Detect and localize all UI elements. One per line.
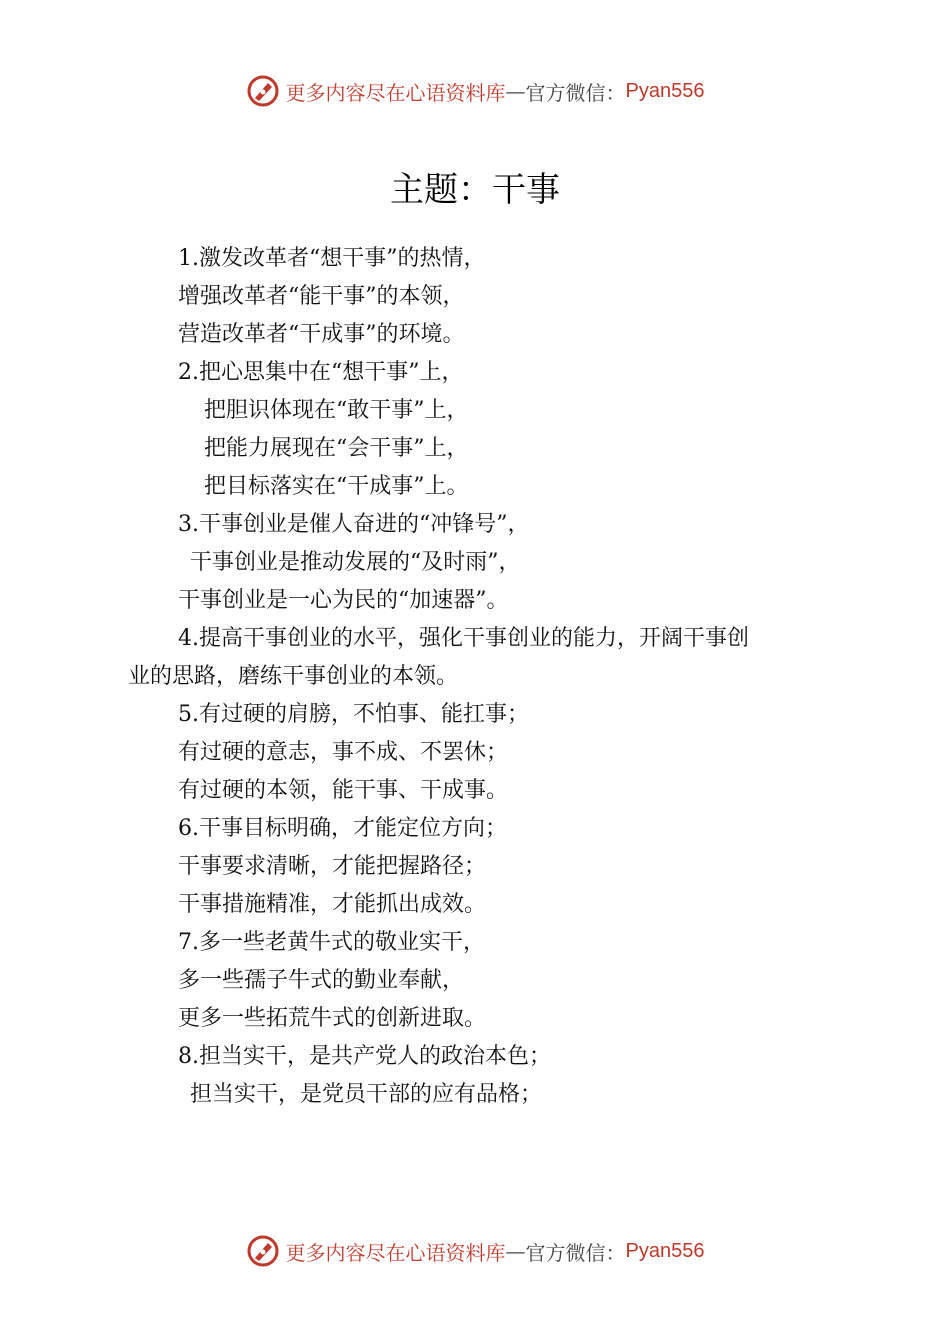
watermark-wechat-label: 官方微信： — [525, 80, 626, 105]
header-watermark — [0, 74, 950, 108]
line-18: 干事措施精准，才能抓出成效。 — [178, 892, 487, 917]
watermark-dash: — — [505, 79, 526, 103]
watermark-brand-text: 更多内容尽在心语资料库 — [285, 1240, 506, 1265]
line-4: 2.把心思集中在“想干事”上， — [178, 360, 464, 385]
watermark-wechat-id: Pyan556 — [625, 1239, 705, 1262]
watermark-brand-text: 更多内容尽在心语资料库 — [285, 80, 506, 105]
watermark-wechat-label: 官方微信： — [525, 1240, 626, 1265]
line-8: 3.干事创业是催人奋进的“冲锋号”， — [178, 512, 530, 537]
line-17: 干事要求清晰，才能把握路径； — [178, 854, 487, 879]
document-body — [128, 240, 828, 1114]
watermark-wechat-id: Pyan556 — [625, 79, 705, 102]
line-12: 业的思路，磨练干事创业的本领。 — [128, 664, 459, 689]
line-21: 更多一些拓荒牛式的创新进取。 — [178, 1006, 487, 1031]
line-1: 1.激发改革者“想干事”的热情， — [178, 246, 486, 271]
line-3: 营造改革者“干成事”的环境。 — [178, 322, 465, 347]
pen-nib-logo-icon — [246, 74, 280, 108]
line-15: 有过硬的本领，能干事、干成事。 — [178, 778, 509, 803]
line-23: 担当实干，是党员干部的应有品格； — [190, 1082, 543, 1107]
line-2: 增强改革者“能干事”的本领， — [178, 284, 465, 309]
pen-nib-logo-icon — [246, 1234, 280, 1268]
watermark-dash: — — [505, 1239, 526, 1263]
line-6: 把能力展现在“会干事”上， — [204, 436, 469, 461]
line-22: 8.担当实干，是共产党人的政治本色； — [178, 1044, 551, 1069]
line-11: 4.提高干事创业的水平，强化干事创业的能力，开阔干事创 — [178, 626, 749, 651]
line-20: 多一些孺子牛式的勤业奉献， — [178, 968, 465, 993]
line-14: 有过硬的意志，事不成、不罢休； — [178, 740, 509, 765]
line-5: 把胆识体现在“敢干事”上， — [204, 398, 469, 423]
page-title: 主题：干事 — [390, 170, 560, 210]
line-7: 把目标落实在“干成事”上。 — [204, 474, 469, 499]
line-13: 5.有过硬的肩膀，不怕事、能扛事； — [178, 702, 529, 727]
line-16: 6.干事目标明确，才能定位方向； — [178, 816, 507, 841]
footer-watermark — [0, 1234, 950, 1268]
line-19: 7.多一些老黄牛式的敬业实干， — [178, 930, 485, 955]
line-10: 干事创业是一心为民的“加速器”。 — [178, 588, 509, 613]
line-9: 干事创业是推动发展的“及时雨”， — [190, 550, 521, 575]
